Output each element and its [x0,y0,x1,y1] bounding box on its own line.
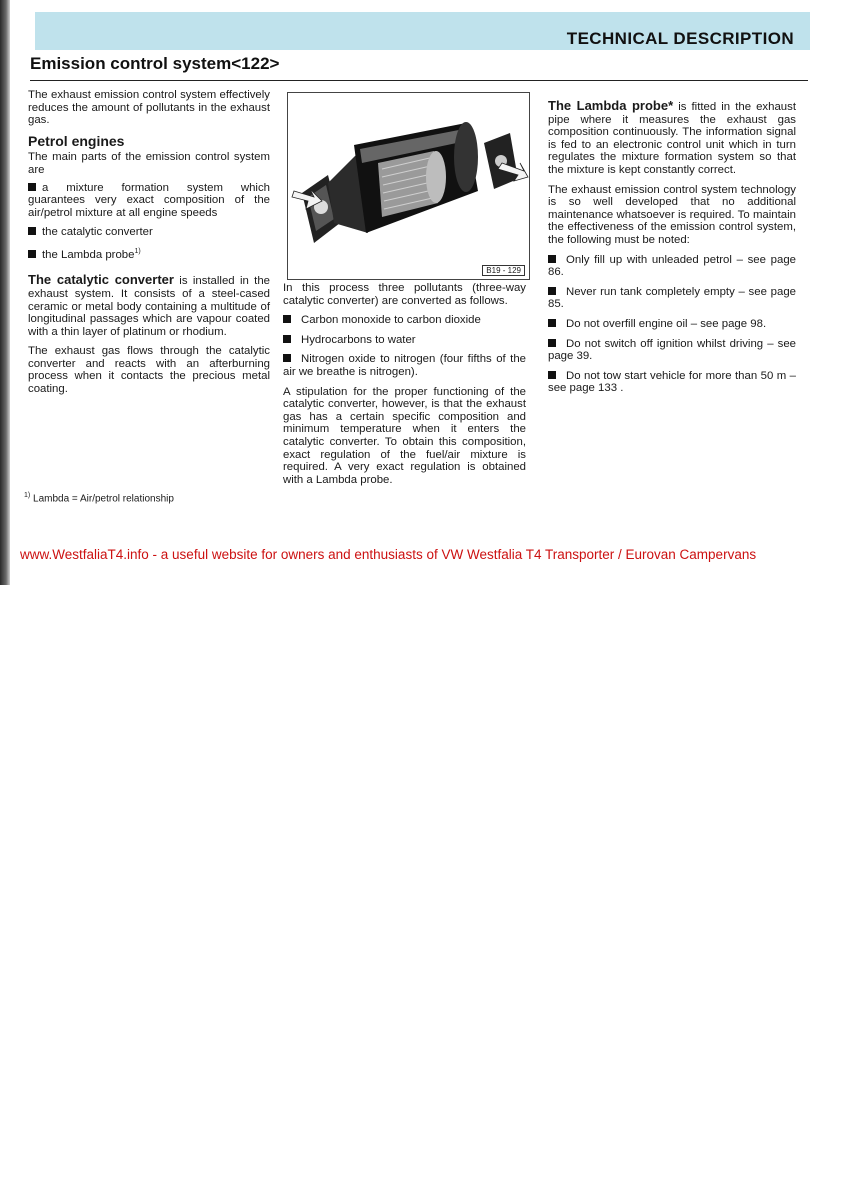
exhaust-flow-paragraph: The exhaust gas flows through the catalytic converter and reacts with an afterburning process when it contacts the precious metal coating. [28,345,270,396]
list-item [548,338,796,363]
list-item [548,286,796,311]
process-paragraph: In this process three pollutants (three-way catalytic converter) are converted as follows. [283,282,526,307]
list-item [548,318,796,331]
list-item [548,254,796,279]
list-item-text: the catalytic converter [42,226,153,239]
outlet-flange [484,133,518,189]
column-middle [283,282,526,493]
page-title: Emission control system<122> [30,54,280,73]
catalytic-converter-illustration [288,93,529,279]
catalytic-converter-text: is installed in the exhaust system. It consists of a steel-cased ceramic or metal body containing a multitude of longitudinal passages which are vapour coated with a thin layer of platinum or rhodium. [28,275,270,338]
list-item [548,370,796,395]
list-item-text: Carbon monoxide to carbon dioxide [301,314,481,327]
list-item [28,246,270,261]
list-item-text: a mixture formation system which guarantees very exact composition of the air/petrol mixture at all engine speeds [28,181,270,219]
stipulation-paragraph: A stipulation for the proper functioning of the catalytic converter, however, is that the exhaust gas has a certain specific composition and minimum temperature when it enters the catalytic converter. To obtain this composition, exact regulation of the fuel/air mixture is required. A very exact regulation is obtained with a Lambda probe. [283,385,526,486]
catalytic-converter-paragraph [28,274,270,338]
technology-paragraph: The exhaust emission control system technology is so well developed that no additional maintenance whatsoever is required. To maintain the effectiveness of the emission control system, the following must be noted: [548,183,796,246]
catalytic-converter-figure [287,92,530,280]
website-link[interactable]: www.WestfaliaT4.info - a useful website for owners and enthusiasts of VW Westfalia T4 Transporter / Eurovan Campervans [20,547,757,562]
figure-code: B19 - 129 [482,265,525,276]
lambda-probe-bold: The Lambda probe* [548,98,674,113]
list-item-text: Hydrocarbons to water [301,333,416,346]
catalytic-converter-bold: The catalytic converter [28,272,174,288]
list-item-text: Only fill up with unleaded petrol – see page 86. [548,253,796,279]
page-spine-shadow [0,0,10,585]
list-item-text: Do not switch off ignition whilst driving – see page 39. [548,337,796,363]
ceramic-monolith [378,151,446,217]
petrol-engines-heading: Petrol engines [28,132,125,149]
header-bar [35,12,810,50]
lambda-probe-text: is fitted in the exhaust pipe where it measures the exhaust gas composition continuously. The information signal is fed to an electronic control unit which in turn regulates the mixture formation system so that the mixture is kept constantly correct. [548,101,796,176]
main-parts-paragraph: The main parts of the emission control system are [28,151,270,176]
intro-paragraph: The exhaust emission control system effectively reduces the amount of pollutants in the exhaust gas. [28,89,270,127]
column-left [28,89,270,403]
list-item [28,182,270,220]
list-item [283,353,526,378]
footnote [24,492,174,504]
list-item-text: Do not overfill engine oil – see page 98. [566,317,767,330]
list-item [28,226,270,239]
list-item-text: the Lambda probe [42,248,135,261]
list-item [283,334,526,347]
column-right [548,100,796,402]
footnote-marker: 1) [24,492,31,499]
list-item-text: Nitrogen oxide to nitrogen (four fifths of the air we breathe is nitrogen). [283,353,526,378]
lambda-probe-paragraph [548,100,796,177]
list-item-text: Do not tow start vehicle for more than 50 m – see page 133 . [548,369,796,395]
list-item-text: Never run tank completely empty – see page 85. [548,285,796,311]
section-title: TECHNICAL DESCRIPTION [566,29,794,48]
title-rule [30,80,808,81]
footnote-ref: 1) [134,247,141,255]
list-item [283,314,526,327]
footnote-text: Lambda = Air/petrol relationship [33,493,174,505]
